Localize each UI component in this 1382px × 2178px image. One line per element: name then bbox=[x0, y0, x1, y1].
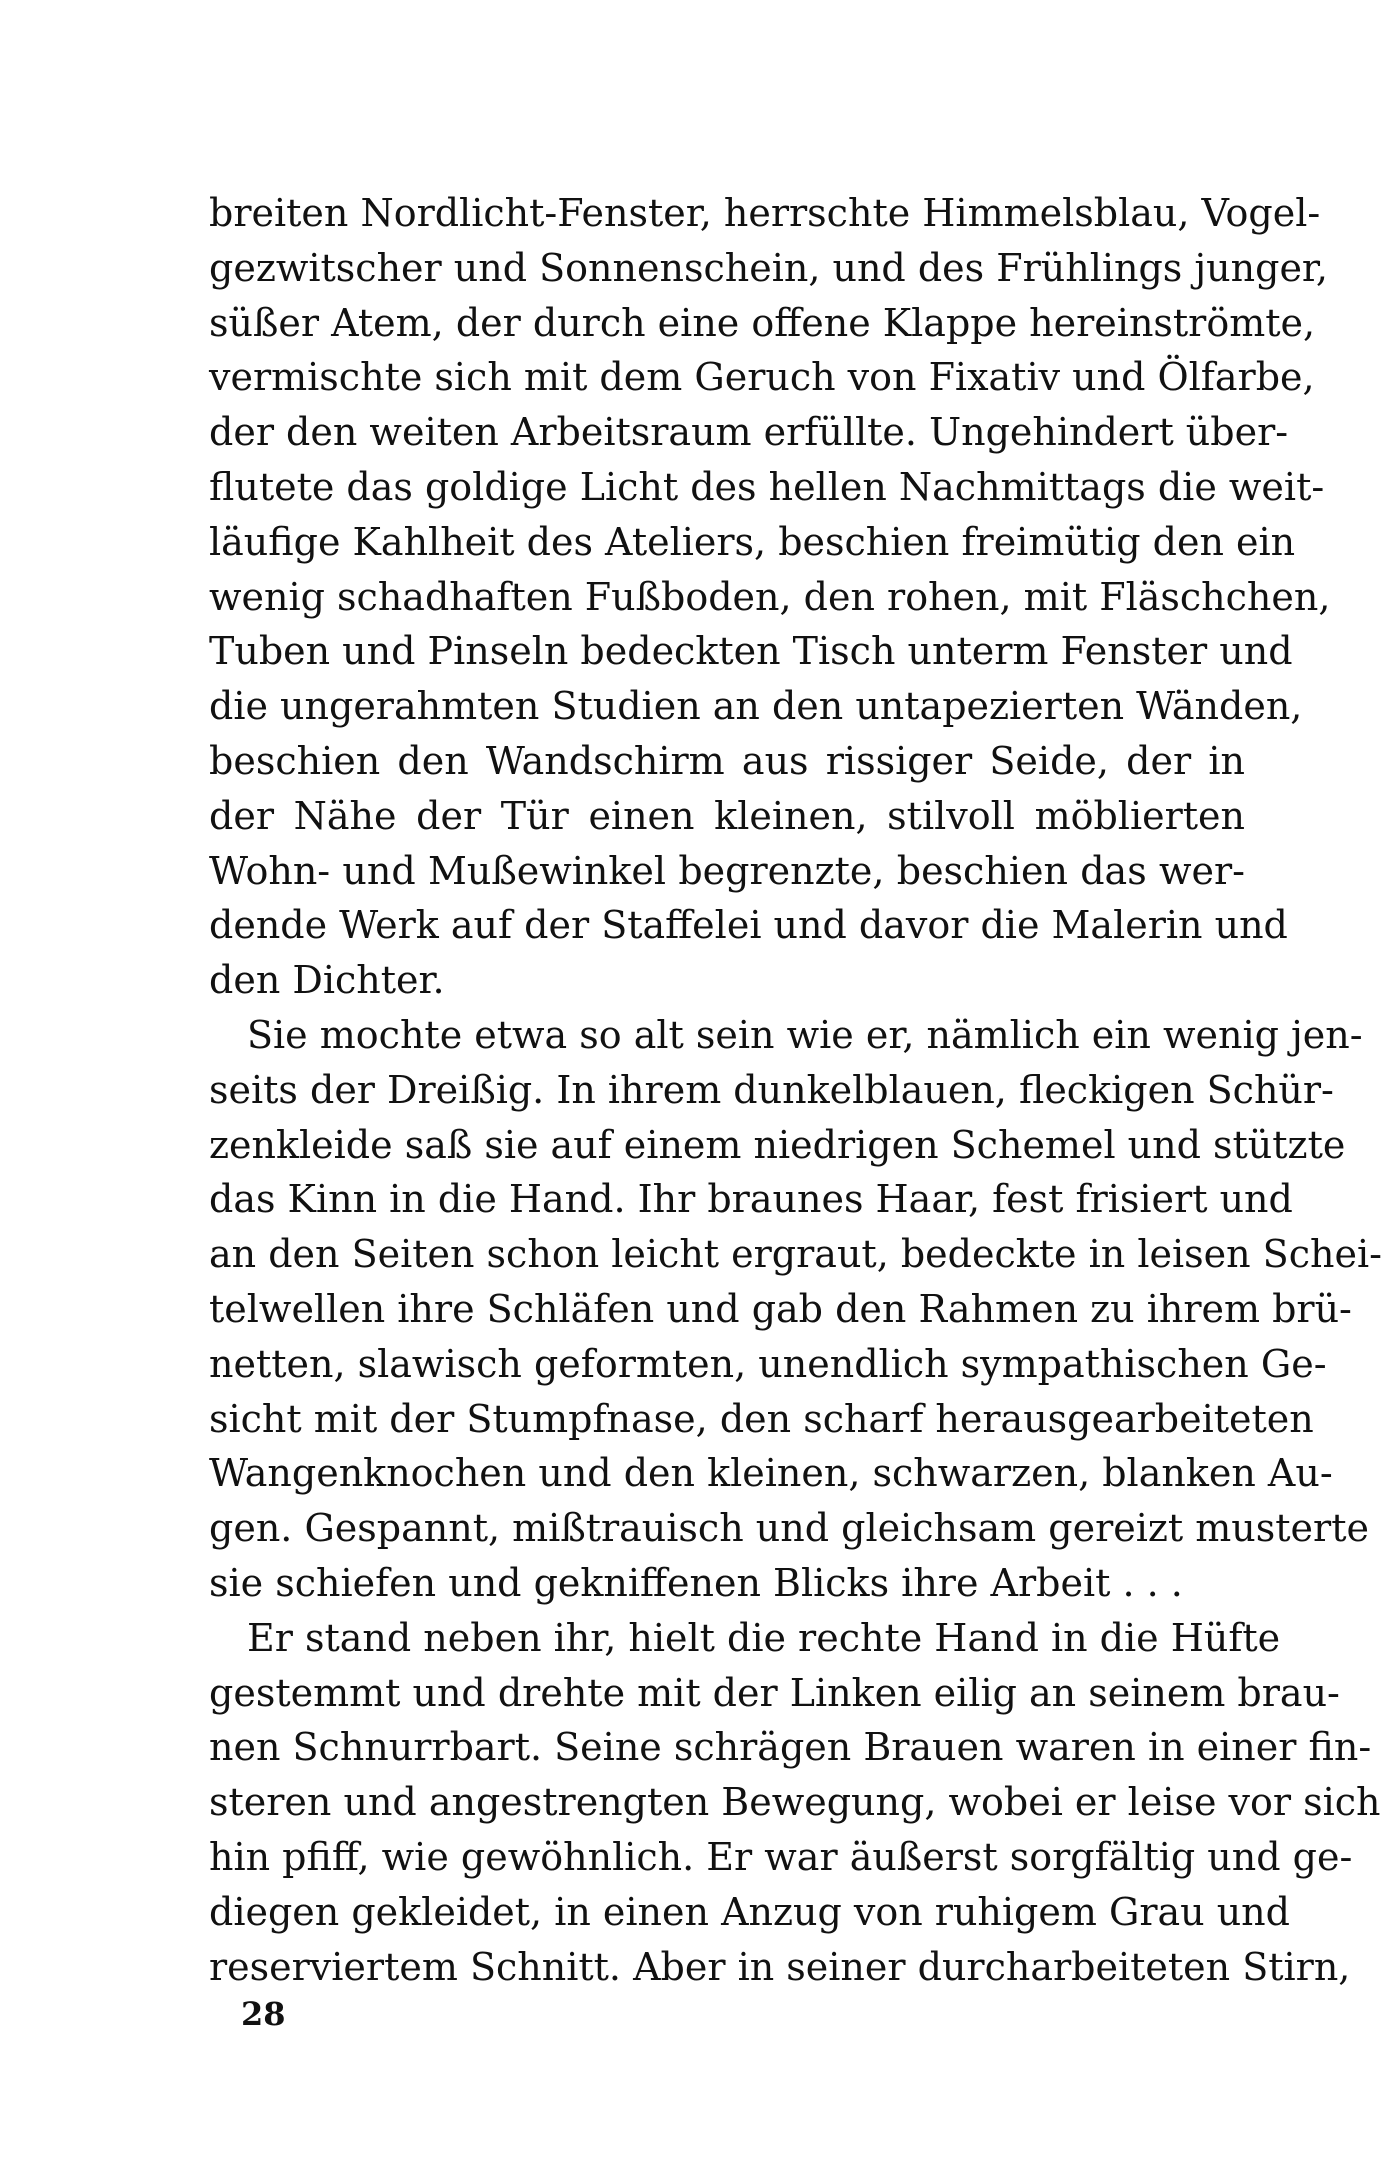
text-line: Tuben und Pinseln bedeckten Tisch unterm Fenster und bbox=[209, 629, 1293, 674]
text-line: Wohn- und Mußewinkel begrenzte, beschien das wer- bbox=[209, 848, 1245, 893]
text-line: gestemmt und drehte mit der Linken eilig an seinem brau- bbox=[209, 1670, 1340, 1715]
text-line: sie schiefen und gekniffenen Blicks ihre Arbeit . . . bbox=[209, 1560, 1183, 1605]
text-line: das Kinn in die Hand. Ihr braunes Haar, fest frisiert und bbox=[209, 1177, 1293, 1222]
text-line: vermischte sich mit dem Geruch von Fixativ und Ölfarbe, bbox=[209, 355, 1315, 400]
text-line: netten, slawisch geformten, unendlich sympathischen Ge- bbox=[209, 1341, 1327, 1386]
text-line: breiten Nordlicht-Fenster, herrschte Himmelsblau, Vogel- bbox=[209, 191, 1321, 235]
text-line: reserviertem Schnitt. Aber in seiner durcharbeiteten Stirn, bbox=[209, 1944, 1351, 1989]
text-line: wenig schadhaften Fußboden, den rohen, mit Fläschchen, bbox=[209, 574, 1331, 619]
text-line: hin pfiff, wie gewöhnlich. Er war äußerst sorgfältig und ge- bbox=[209, 1834, 1353, 1879]
text-line: diegen gekleidet, in einen Anzug von ruhigem Grau und bbox=[209, 1889, 1290, 1934]
text-line: Wangenknochen und den kleinen, schwarzen, blanken Au- bbox=[209, 1451, 1333, 1496]
text-line: dende Werk auf der Staffelei und davor die Malerin und bbox=[209, 903, 1288, 948]
page-number: 28 bbox=[241, 1995, 286, 2033]
body-text bbox=[209, 186, 1382, 1994]
text-line: der den weiten Arbeitsraum erfüllte. Ungehindert über- bbox=[209, 410, 1289, 455]
text-line: der Nähe der Tür einen kleinen, stilvoll möblierten bbox=[209, 793, 1245, 838]
text-line: Er stand neben ihr, hielt die rechte Hand in die Hüfte bbox=[247, 1615, 1281, 1660]
text-line: an den Seiten schon leicht ergraut, bedeckte in leisen Schei- bbox=[209, 1232, 1382, 1277]
text-line: nen Schnurrbart. Seine schrägen Brauen waren in einer fin- bbox=[209, 1725, 1372, 1770]
text-line: zenkleide saß sie auf einem niedrigen Schemel und stützte bbox=[209, 1122, 1346, 1167]
text-line: steren und angestrengten Bewegung, wobei er leise vor sich bbox=[209, 1780, 1381, 1825]
text-line: Sie mochte etwa so alt sein wie er, nämlich ein wenig jen- bbox=[247, 1012, 1363, 1057]
text-line: beschien den Wandschirm aus rissiger Seide, der in bbox=[209, 738, 1245, 783]
text-line: die ungerahmten Studien an den untapezierten Wänden, bbox=[209, 684, 1303, 729]
text-line: flutete das goldige Licht des hellen Nachmittags die weit- bbox=[209, 464, 1325, 509]
text-line: süßer Atem, der durch eine offene Klappe hereinströmte, bbox=[209, 300, 1316, 345]
text-line: den Dichter. bbox=[209, 958, 445, 1003]
text-line: gezwitscher und Sonnenschein, und des Frühlings junger, bbox=[209, 245, 1328, 290]
text-line: läufige Kahlheit des Ateliers, beschien freimütig den ein bbox=[209, 519, 1296, 564]
text-line: sicht mit der Stumpfnase, den scharf herausgearbeiteten bbox=[209, 1396, 1314, 1441]
text-line: gen. Gespannt, mißtrauisch und gleichsam gereizt musterte bbox=[209, 1506, 1369, 1551]
text-line: telwellen ihre Schläfen und gab den Rahmen zu ihrem brü- bbox=[209, 1286, 1352, 1331]
text-line: seits der Dreißig. In ihrem dunkelblauen, fleckigen Schür- bbox=[209, 1067, 1334, 1112]
